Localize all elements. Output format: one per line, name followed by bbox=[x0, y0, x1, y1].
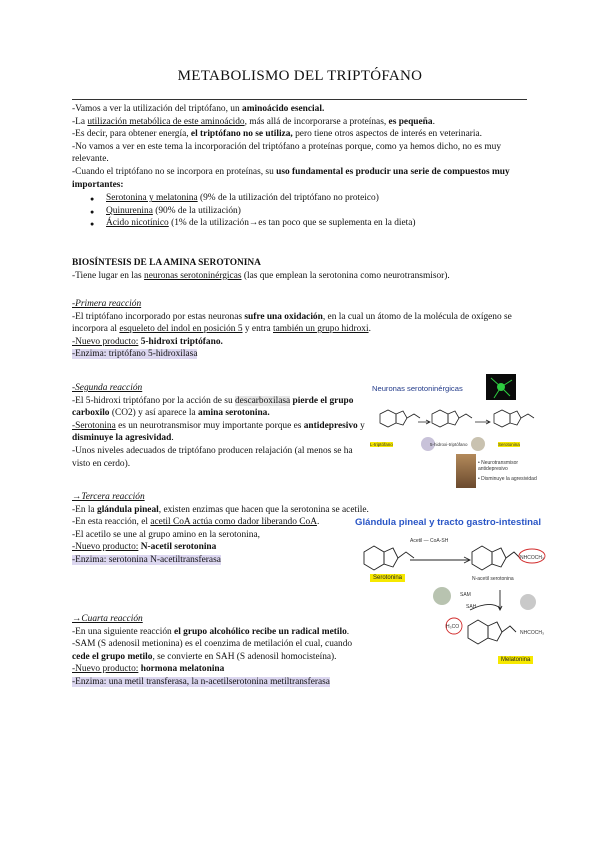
new-product: -Nuevo producto: 5-hidroxi triptófano. bbox=[72, 336, 223, 347]
biosintesis-line: -Tiene lugar en las neuronas serotoninérgicas (las que emplean la serotonina como neurotransmisor). bbox=[72, 270, 450, 281]
section-heading: BIOSÍNTESIS DE LA AMINA SEROTONINA bbox=[72, 258, 261, 268]
label-h3co: H₃CO bbox=[446, 624, 460, 630]
title-divider bbox=[72, 99, 527, 100]
amino-text: -El acetilo se une al grupo amino en la serotonina, bbox=[72, 529, 260, 540]
enzyme-line: -Enzima: serotonina N-acetiltransferasa bbox=[72, 554, 221, 565]
serotonergic-neurons-figure bbox=[368, 372, 538, 500]
reaction-heading: -Primera reacción bbox=[72, 299, 142, 309]
intro-line-2: -La utilización metabólica de este aminoácido, más allá de incorporarse a proteínas, es pequeña. bbox=[72, 116, 435, 127]
page-title: METABOLISMO DEL TRIPTÓFANO bbox=[177, 68, 423, 84]
figure-title: Neuronas serotoninérgicas bbox=[372, 384, 463, 393]
reaction-text: -El triptófano incorporado por estas neuronas sufre una oxidación, en la cual un átomo de la molécula de oxígeno se incorpora al esqueleto del indol en posición 5 y entra también un grupo hidroxi. bbox=[72, 311, 512, 335]
intro-line-1: -Vamos a ver la utilización del triptófano, un aminoácido esencial. bbox=[72, 104, 325, 114]
pineal-gland-figure bbox=[350, 512, 550, 672]
intro-section bbox=[72, 103, 532, 230]
reaction-structures bbox=[368, 400, 538, 460]
label-acetil-coa: Acetil — CoA-SH bbox=[410, 538, 449, 544]
list-item: ● Quinurenina (90% de la utilización) bbox=[90, 205, 532, 218]
biosintesis-section bbox=[72, 257, 532, 282]
new-product: -Nuevo producto: hormona melatonina bbox=[72, 664, 225, 675]
label-serotonina: Serotonina bbox=[498, 442, 520, 447]
label-serotonina: Serotonina bbox=[370, 574, 405, 582]
reaction-4 bbox=[72, 613, 370, 689]
neuron-icon bbox=[486, 374, 516, 400]
intro-line-5: -Cuando el triptófano no se incorpora en proteínas, su uso fundamental es producir una serie de compuestos muy importantes: bbox=[72, 166, 510, 190]
enzyme-line: -Enzima: una metil transferasa, la n-acetilserotonina metiltransferasa bbox=[72, 676, 330, 687]
compound-list bbox=[72, 192, 532, 230]
serotonin-text: -Serotonina es un neurotransmisor muy importante porque es antidepresivo y disminuye la agresividad. bbox=[72, 420, 365, 444]
relaxation-text: -Unos niveles adecuados de triptófano producen relajación (al menos se ha visto en cerdo). bbox=[72, 445, 353, 469]
reaction-text: -El 5-hidroxi triptófano por la acción de su descarboxilasa pierde el grupo carboxilo (CO2) y así aparece la amina serotonina. bbox=[72, 395, 354, 419]
pig-photo bbox=[456, 454, 476, 488]
new-product: -Nuevo producto: N-acetil serotonina bbox=[72, 542, 217, 553]
reaction-3 bbox=[72, 491, 370, 567]
figure-title: Glándula pineal y tracto gastro-intestinal bbox=[355, 517, 542, 528]
sam-text: -SAM (S adenosil metionina) es el coenzima de metilación el cual, cuando cede el grupo metilo, se convierte en SAH (S adenosil homocisteína). bbox=[72, 639, 353, 662]
list-item: ● Serotonina y melatonina (9% de la utilización del triptófano no proteico) bbox=[90, 192, 532, 205]
intro-line-3: -Es decir, para obtener energía, el triptófano no se utiliza, pero tiene otros aspectos de interés en veterinaria. bbox=[72, 129, 482, 140]
reaction-1 bbox=[72, 298, 532, 361]
reaction-2 bbox=[72, 382, 370, 470]
label-5htp: 5-hidroxi-triptófano bbox=[430, 442, 468, 447]
pineal-reaction-structures bbox=[350, 530, 550, 670]
reaction-heading: →Cuarta reacción bbox=[72, 614, 143, 624]
label-sah: SAH bbox=[466, 604, 477, 610]
note-agresividad: • Disminuye la agresividad bbox=[478, 476, 537, 482]
acetyl-text: -En esta reacción, el acetil CoA actúa como dador liberando CoA. bbox=[72, 517, 320, 528]
reaction-text: -En una siguiente reacción el grupo alcohólico recibe un radical metilo. bbox=[72, 626, 350, 637]
reaction-heading: -Segunda reacción bbox=[72, 383, 143, 393]
label-sam: SAM bbox=[460, 592, 471, 598]
label-nhcoch3-2: NHCOCH₃ bbox=[520, 630, 544, 636]
note-antidepresivo: • Neurotransmisor antidepresivo bbox=[478, 460, 519, 472]
reaction-text: -En la glándula pineal, existen enzimas que hacen que la serotonina se acetile. bbox=[72, 504, 369, 515]
list-item: ● Ácido nicotínico (1% de la utilización→es tan poco que se suplementa en la dieta) bbox=[90, 217, 532, 230]
label-triptofano: L-triptófano bbox=[370, 442, 393, 447]
label-melatonina: Melatonina bbox=[498, 656, 533, 664]
reaction-heading: →Tercera reacción bbox=[72, 492, 145, 502]
neuron-micrograph bbox=[486, 374, 516, 400]
label-n-acetil-serotonina: N-acetil serotonina bbox=[472, 576, 514, 582]
intro-line-4: -No vamos a ver en este tema la incorporación del triptófano a proteínas porque, como ya hemos dicho, no es muy relevante. bbox=[72, 141, 502, 165]
enzyme-line: -Enzima: triptófano 5-hidroxilasa bbox=[72, 349, 198, 360]
label-nhcoch3: NHCOCH₃ bbox=[520, 555, 544, 561]
